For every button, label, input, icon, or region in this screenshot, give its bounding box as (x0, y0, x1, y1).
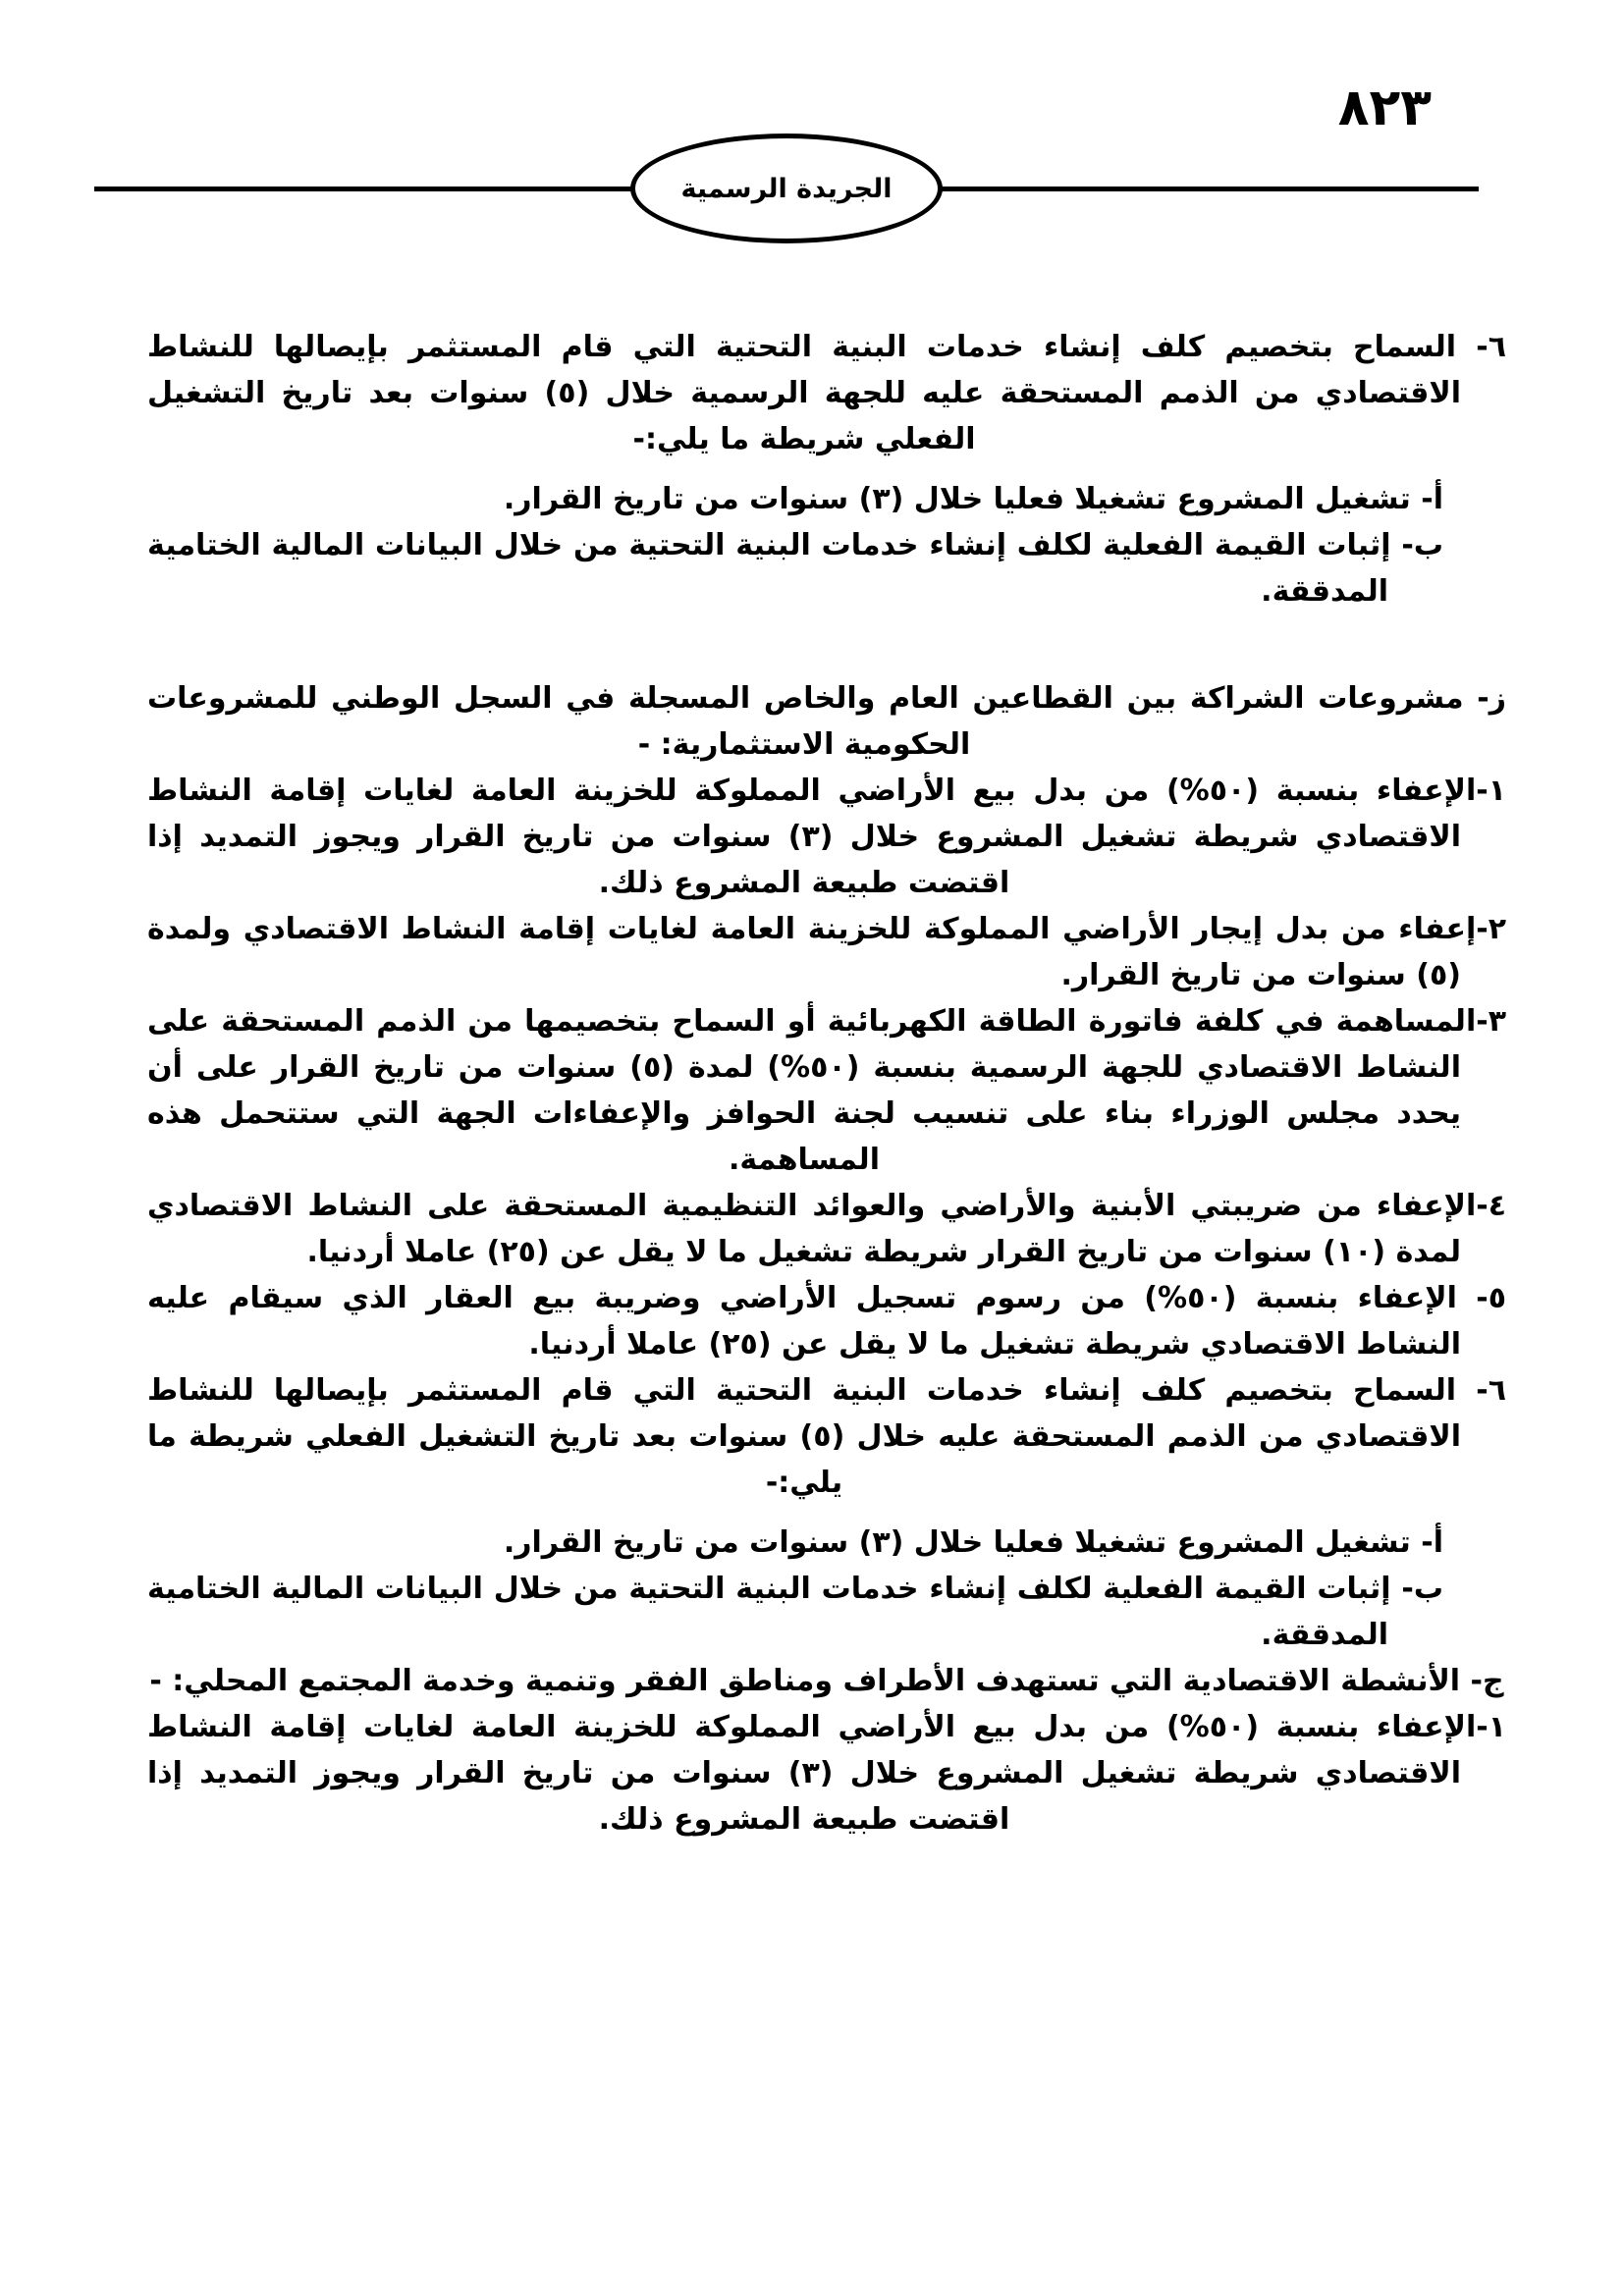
clause-z-item-6: ٦- السماح بتخصيم كلف إنشاء خدمات البنية التحتية التي قام المستثمر بإيصالها للنشاط الاقتصادي من الذمم المستحقة عليه خلال (٥) سنوات بعد تاريخ التشغيل الفعلي شريطة ما يلي:- (147, 1373, 1506, 1500)
header-rule-wrap (94, 135, 1479, 245)
clause-6-sub-b: ب- إثبات القيمة الفعلية لكلف إنشاء خدمات البنية التحتية من خلال البيانات المالية الختامية المدققة. (147, 528, 1443, 609)
clause-j-item-1: ١-الإعفاء بنسبة (٥٠%) من بدل بيع الأراضي المملوكة للخزينة العامة لغايات إقامة النشاط الاقتصادي شريطة تشغيل المشروع خلال (٣) سنوات من تاريخ القرار ويجوز التمديد إذا اقتضت طبيعة المشروع ذلك. (147, 1710, 1507, 1837)
clause-z-heading: ز- مشروعات الشراكة بين القطاعين العام والخاص المسجلة في السجل الوطني للمشروعات الحكومية الاستثمارية: - (147, 681, 1506, 762)
document-body (147, 324, 1506, 1842)
clause-6-sub-a: أ- تشغيل المشروع تشغيلا فعليا خلال (٣) سنوات من تاريخ القرار. (503, 482, 1443, 516)
clause-z-item-4: ٤-الإعفاء من ضريبتي الأبنية والأراضي والعوائد التنظيمية المستحقة على النشاط الاقتصادي لمدة (١٠) سنوات من تاريخ القرار شريطة تشغيل ما لا يقل عن (٢٥) عاملا أردنيا. (147, 1189, 1506, 1269)
clause-z-item-2: ٢-إعفاء من بدل إيجار الأراضي المملوكة للخزينة العامة لغايات إقامة النشاط الاقتصادي ولمدة (٥) سنوات من تاريخ القرار. (147, 912, 1506, 992)
clause-z-item-3: ٣-المساهمة في كلفة فاتورة الطاقة الكهربائية أو السماح بتخصيمها من الذمم المستحقة على النشاط الاقتصادي للجهة الرسمية بنسبة (٥٠%) لمدة (٥) سنوات من تاريخ القرار على أن يحدد مجلس الوزراء بناء على تنسيب لجنة الحوافز والإعفاءات الجهة التي ستتحمل هذه المساهمة. (147, 1004, 1506, 1177)
clause-z-item-1: ١-الإعفاء بنسبة (٥٠%) من بدل بيع الأراضي المملوكة للخزينة العامة لغايات إقامة النشاط الاقتصادي شريطة تشغيل المشروع خلال (٣) سنوات من تاريخ القرار ويجوز التمديد إذا اقتضت طبيعة المشروع ذلك. (147, 774, 1507, 900)
gazette-title: الجريدة الرسمية (680, 173, 893, 204)
gazette-seal-ellipse (630, 133, 943, 243)
page-number: ٨٢٣ (1337, 79, 1432, 137)
clause-z-item-5: ٥- الإعفاء بنسبة (٥٠%) من رسوم تسجيل الأراضي وضريبة بيع العقار الذي سيقام عليه النشاط الاقتصادي شريطة تشغيل ما لا يقل عن (٢٥) عاملا أردنيا. (147, 1281, 1506, 1362)
clause-j-heading: ج- الأنشطة الاقتصادية التي تستهدف الأطراف ومناطق الفقر وتنمية وخدمة المجتمع المحلي: - (149, 1664, 1504, 1698)
clause-z6-sub-b: ب- إثبات القيمة الفعلية لكلف إنشاء خدمات البنية التحتية من خلال البيانات المالية الختامية المدققة. (147, 1572, 1443, 1652)
clause-z6-sub-a: أ- تشغيل المشروع تشغيلا فعليا خلال (٣) سنوات من تاريخ القرار. (503, 1525, 1443, 1560)
clause-6-intro: ٦- السماح بتخصيم كلف إنشاء خدمات البنية التحتية التي قام المستثمر بإيصالها للنشاط الاقتصادي من الذمم المستحقة عليه للجهة الرسمية خلال (٥) سنوات بعد تاريخ التشغيل الفعلي شريطة ما يلي:- (147, 330, 1506, 456)
